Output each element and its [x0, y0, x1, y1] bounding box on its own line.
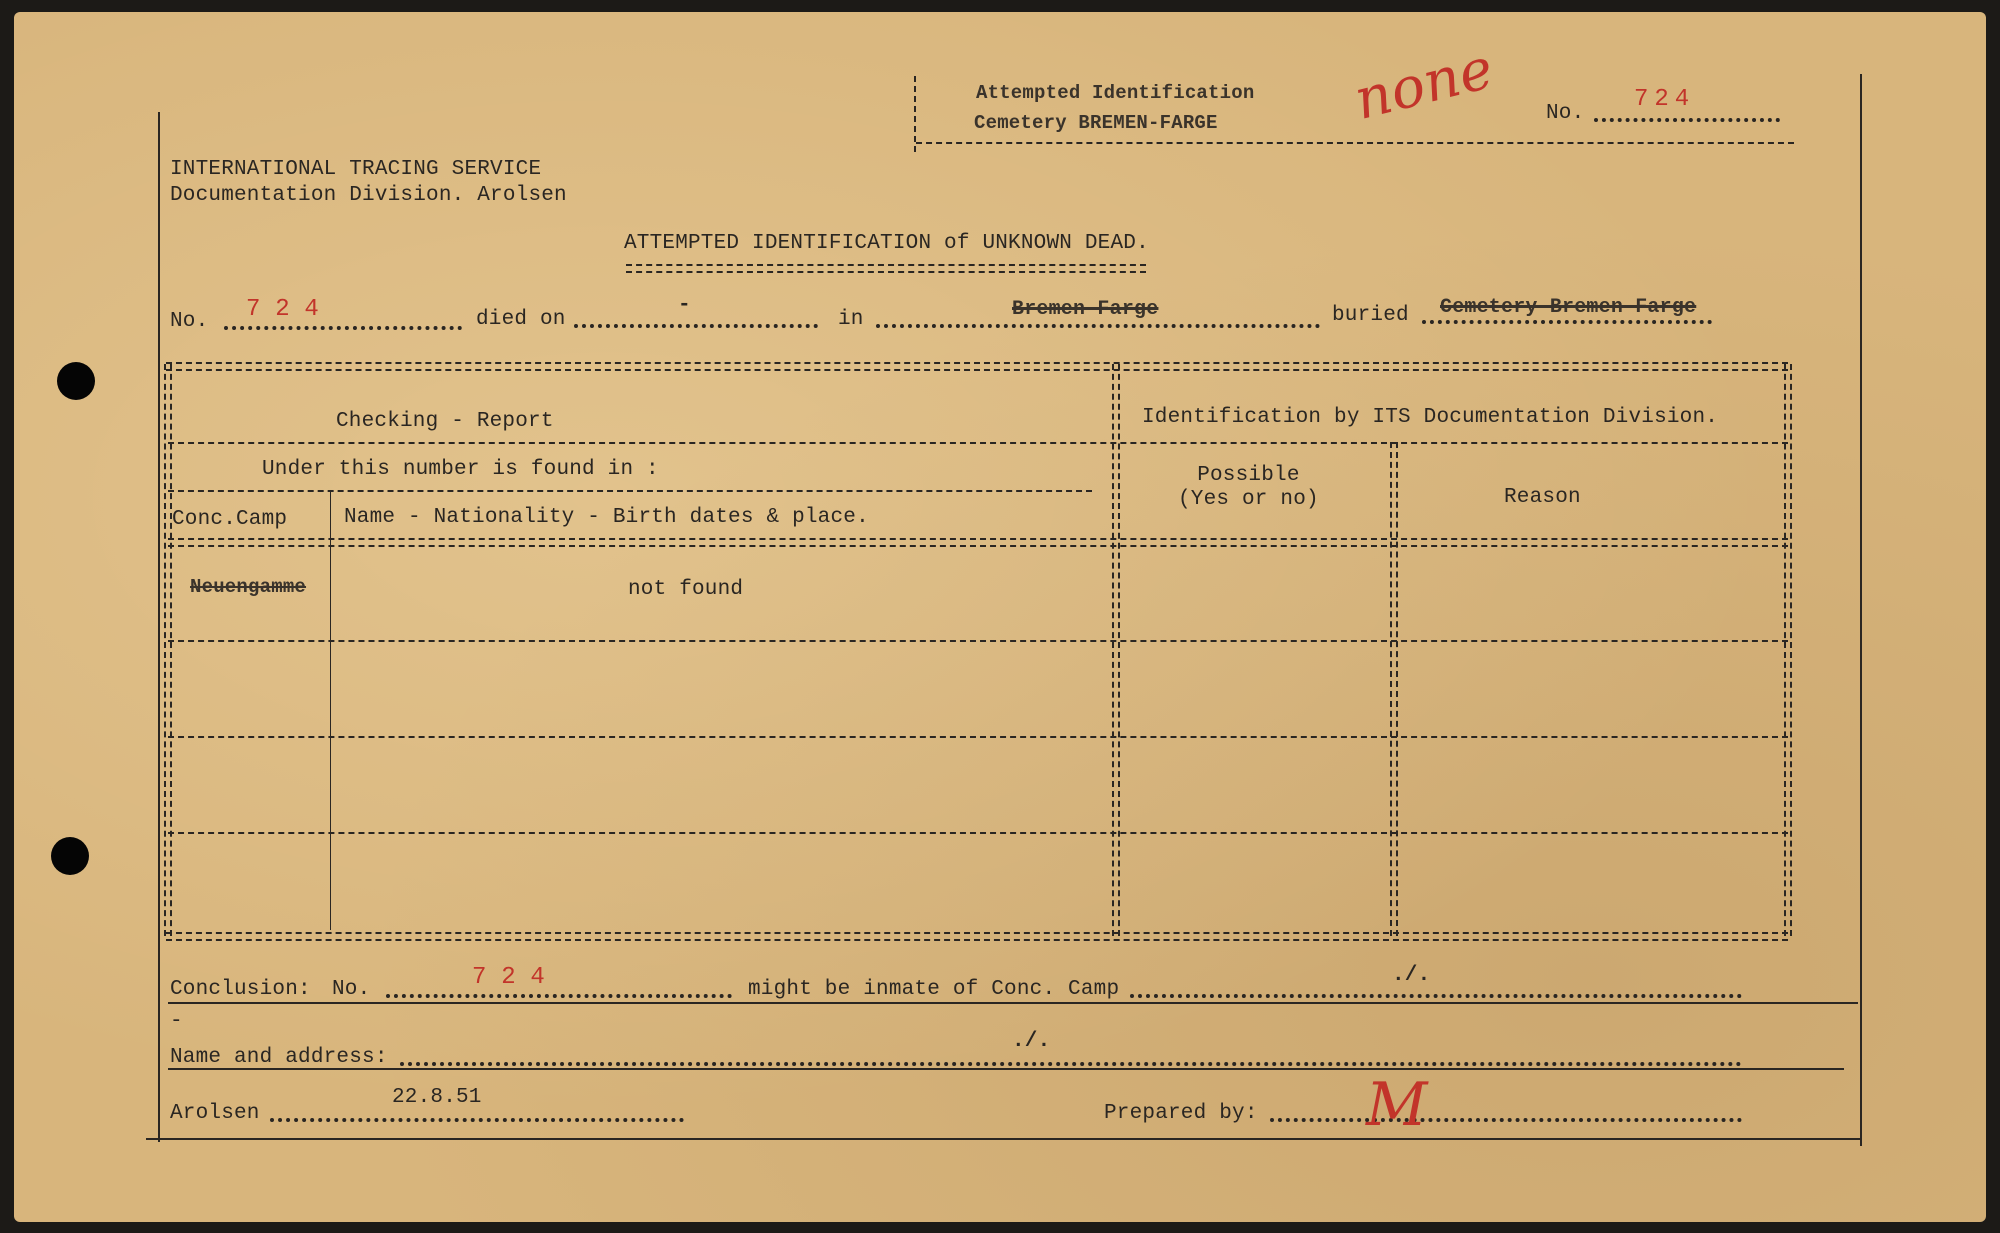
table-right-border	[1784, 364, 1792, 936]
died-on-dots	[574, 324, 818, 328]
table-columnhead-line	[168, 538, 1788, 547]
table-header-line	[168, 442, 1788, 444]
table-middle-divider	[1112, 364, 1120, 936]
column-reason-header: Reason	[1504, 486, 1581, 509]
frame-right-line	[1860, 74, 1862, 1146]
died-on-label: died on	[476, 308, 566, 331]
row1-name: not found	[628, 578, 744, 601]
header-no-label: No.	[1546, 102, 1585, 125]
header-no-value: 724	[1634, 86, 1696, 113]
arolsen-label: Arolsen	[170, 1102, 260, 1125]
handwritten-note: none	[1348, 36, 1500, 133]
conclusion-underline	[168, 1002, 1858, 1004]
record-no-value: 7 2 4	[246, 296, 320, 323]
checking-report-heading: Checking - Report	[336, 410, 554, 433]
conclusion-label: Conclusion:	[170, 978, 311, 1001]
name-address-dots	[400, 1062, 1742, 1066]
died-on-value: -	[678, 294, 691, 317]
header-no-dots	[1594, 118, 1780, 122]
table-left-border	[164, 364, 172, 936]
table-camp-divider	[330, 490, 331, 930]
index-card	[14, 12, 1986, 1222]
record-no-label: No.	[170, 310, 209, 333]
form-title-underline	[626, 264, 1146, 273]
buried-label: buried	[1332, 304, 1409, 327]
arolsen-dots	[270, 1118, 684, 1122]
conclusion-no-label: No.	[332, 978, 371, 1001]
buried-dots	[1422, 320, 1712, 324]
form-title: ATTEMPTED IDENTIFICATION of UNKNOWN DEAD.	[624, 232, 1149, 255]
table-top-border	[166, 362, 1788, 371]
conclusion-no-dots	[386, 994, 732, 998]
name-address-label: Name and address:	[170, 1046, 388, 1069]
header-box-line2: Cemetery BREMEN-FARGE	[974, 112, 1218, 134]
conclusion-dash: -	[170, 1010, 183, 1033]
organization-division: Documentation Division. Arolsen	[170, 184, 567, 207]
in-label: in	[838, 308, 864, 331]
frame-bottom-line	[146, 1138, 1862, 1140]
frame-left-line	[158, 112, 160, 1142]
prepared-by-label: Prepared by:	[1104, 1102, 1258, 1125]
identification-heading: Identification by ITS Documentation Division.	[1142, 406, 1719, 429]
header-box-underline	[916, 142, 1794, 144]
conclusion-camp-dots	[1130, 994, 1742, 998]
footer-date: 22.8.51	[392, 1086, 482, 1109]
conclusion-no-value: 7 2 4	[472, 964, 546, 991]
punch-hole-upper	[57, 362, 95, 400]
punch-hole-lower	[51, 837, 89, 875]
table-row-line-3	[168, 832, 1788, 834]
buried-value: Cemetery Bremen-Farge	[1440, 296, 1697, 319]
column-name-header: Name - Nationality - Birth dates & place.	[344, 506, 869, 529]
conclusion-camp-value: ./.	[1392, 964, 1431, 987]
column-possible-header: Possible (Yes or no)	[1178, 464, 1319, 511]
might-be-label: might be inmate of Conc. Camp	[748, 978, 1120, 1001]
header-box-divider	[914, 76, 916, 152]
table-row-line-2	[168, 736, 1788, 738]
prepared-by-dots	[1270, 1118, 1742, 1122]
in-value: Bremen-Farge	[1012, 298, 1159, 321]
table-subheader-line	[168, 490, 1092, 492]
table-bottom-border	[166, 932, 1788, 941]
organization-name: INTERNATIONAL TRACING SERVICE	[170, 158, 542, 181]
row1-camp: Neuengamme	[190, 576, 307, 598]
header-box-line1: Attempted Identification	[976, 82, 1255, 104]
table-reason-divider	[1390, 442, 1398, 936]
name-address-value: ./.	[1012, 1030, 1051, 1053]
prepared-by-signature: M	[1366, 1070, 1428, 1140]
column-camp-header: Conc.Camp	[172, 508, 288, 531]
under-number-label: Under this number is found in :	[262, 458, 659, 481]
name-address-underline	[168, 1068, 1844, 1070]
record-no-dots	[224, 326, 462, 330]
in-dots	[876, 324, 1320, 328]
table-row-line-1	[168, 640, 1788, 642]
